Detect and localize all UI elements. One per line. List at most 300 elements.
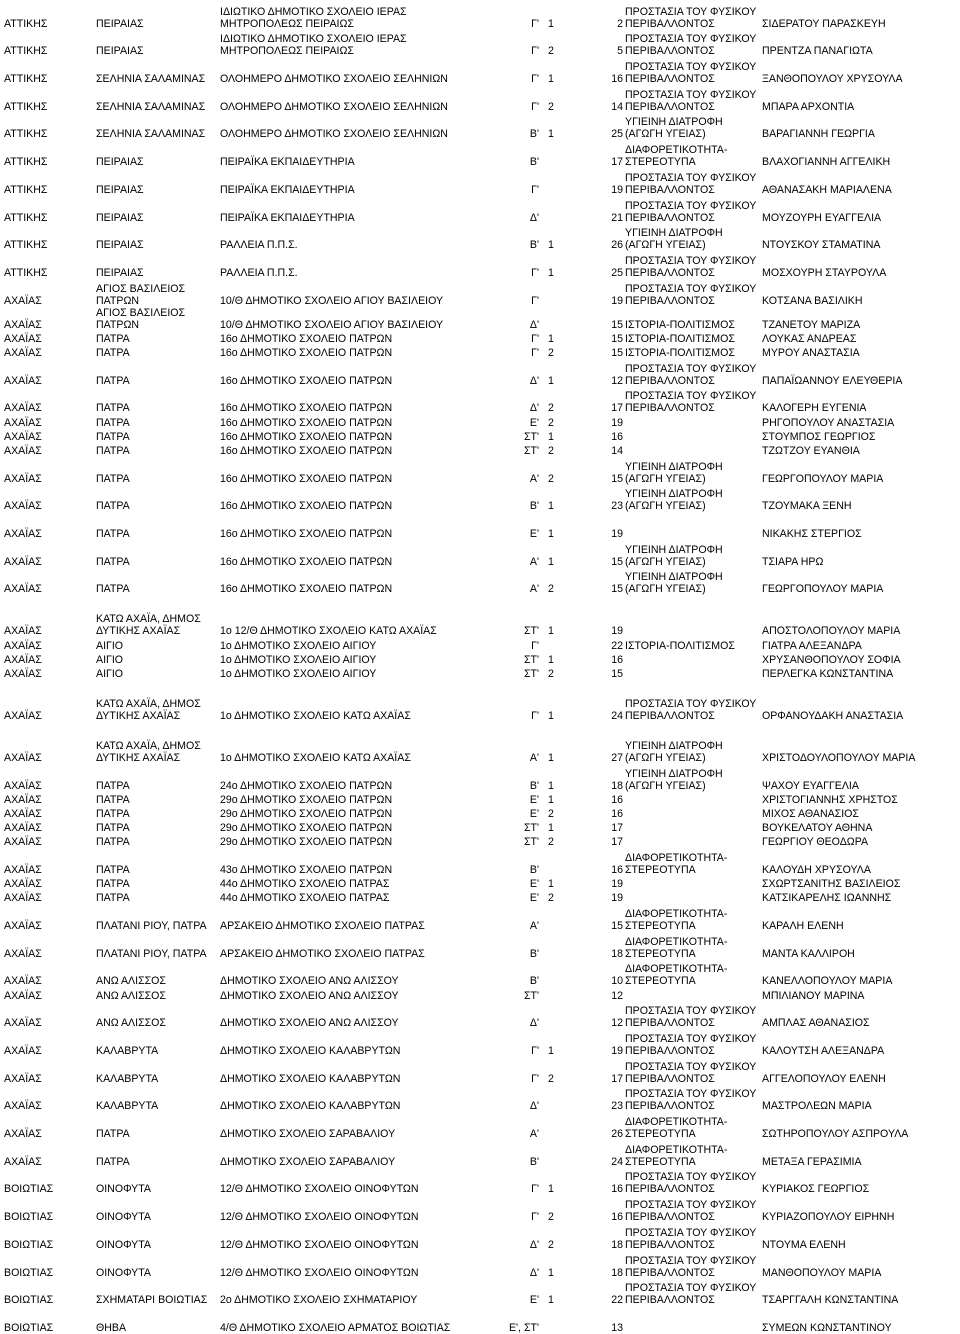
region-cell: ΑΤΤΙΚΗΣ	[4, 17, 48, 30]
class-cell: Γ'	[531, 266, 539, 279]
table-row	[3, 792, 958, 806]
region-cell: ΑΧΑΪΑΣ	[4, 793, 42, 806]
teacher-cell: ΣΤΟΥΜΠΟΣ ΓΕΩΡΓΙΟΣ	[762, 430, 876, 443]
school-cell: 1ο ΔΗΜΟΤΙΚΟ ΣΧΟΛΕΙΟ ΚΑΤΩ ΑΧΑΪΑΣ	[220, 709, 411, 722]
region-cell: ΑΧΑΪΑΣ	[4, 1072, 42, 1085]
section-cell: 1	[548, 625, 554, 638]
table-row	[3, 30, 958, 58]
program-cell: ΥΓΙΕΙΝΗ ΔΙΑΤΡΟΦΗ (ΑΓΩΓΗ ΥΓΕΙΑΣ)	[625, 488, 723, 513]
city-cell: ΠΑΤΡΑ	[96, 864, 130, 876]
teacher-cell: ΜΕΤΑΞΑ ΓΕΡΑΣΙΜΙΑ	[762, 1155, 862, 1168]
class-cell: Ε', ΣΤ'	[508, 1321, 539, 1334]
table-row	[3, 1251, 958, 1279]
students-cell: 18	[611, 779, 623, 792]
class-cell: ΣΤ'	[523, 989, 539, 1002]
program-cell: ΠΡΟΣΤΑΣΙΑ ΤΟΥ ΦΥΣΙΚΟΥ ΠΕΡΙΒΑΛΛΟΝΤΟΣ	[625, 1282, 757, 1307]
program-cell: ΙΣΤΟΡΙΑ-ΠΟΛΙΤΙΣΜΟΣ	[625, 639, 735, 652]
school-cell: 29ο ΔΗΜΟΤΙΚΟ ΣΧΟΛΕΙΟ ΠΑΤΡΩΝ	[220, 807, 393, 820]
table-row	[3, 834, 958, 848]
section-cell	[540, 1140, 562, 1168]
students-cell: 24	[611, 1155, 623, 1168]
teacher-cell: ΓΕΩΡΓΟΠΟΥΛΟΥ ΜΑΡΙΑ	[762, 472, 884, 485]
class-cell: Δ'	[529, 1017, 539, 1030]
section-cell: 1	[548, 653, 554, 666]
students-cell: 18	[611, 1238, 623, 1251]
region-cell: ΑΧΑΪΑΣ	[4, 374, 42, 387]
table-row	[3, 1168, 958, 1196]
city-cell: ΑΝΩ ΑΛΙΣΣΟΣ	[96, 1017, 166, 1030]
students-cell: 23	[611, 500, 623, 513]
table-row	[3, 57, 958, 85]
teacher-cell: ΓΙΑΤΡΑ ΑΛΕΞΑΝΔΡΑ	[762, 639, 862, 652]
region-cell: ΑΤΤΙΚΗΣ	[4, 156, 48, 169]
students-cell: 2	[617, 17, 623, 30]
section-cell	[540, 307, 562, 331]
teacher-cell: ΨΑΧΟΥ ΕΥΑΓΓΕΛΙΑ	[762, 779, 859, 792]
class-cell: Γ'	[531, 45, 539, 58]
city-cell: ΑΝΩ ΑΛΙΣΣΟΣ	[96, 989, 166, 1002]
region-cell: ΑΧΑΪΑΣ	[4, 779, 42, 792]
school-cell: ΙΔΙΩΤΙΚΟ ΔΗΜΟΤΙΚΟ ΣΧΟΛΕΙΟ ΙΕΡΑΣ ΜΗΤΡΟΠΟΛΕΩΣ ΠΕΙΡΑΙΩΣ	[220, 33, 407, 58]
program-cell: ΠΡΟΣΤΑΣΙΑ ΤΟΥ ΦΥΣΙΚΟΥ ΠΕΡΙΒΑΛΛΟΝΤΟΣ	[625, 1171, 757, 1196]
teacher-cell: ΚΥΡΙΑΚΟΣ ΓΕΩΡΓΙΟΣ	[762, 1183, 870, 1196]
teacher-cell: ΑΜΠΛΑΣ ΑΘΑΝΑΣΙΟΣ	[762, 1017, 870, 1030]
program-cell: ΠΡΟΣΤΑΣΙΑ ΤΟΥ ΦΥΣΙΚΟΥ ΠΕΡΙΒΑΛΛΟΝΤΟΣ	[625, 5, 757, 30]
region-cell: ΑΧΑΪΑΣ	[4, 947, 42, 960]
school-cell: 1ο ΔΗΜΟΤΙΚΟ ΣΧΟΛΕΙΟ ΚΑΤΩ ΑΧΑΪΑΣ	[220, 751, 411, 764]
class-cell: Γ'	[531, 17, 539, 30]
program-cell: ΥΓΙΕΙΝΗ ΔΙΑΤΡΟΦΗ (ΑΓΩΓΗ ΥΓΕΙΑΣ)	[625, 116, 723, 141]
teacher-cell: ΚΑΡΑΛΗ ΕΛΕΝΗ	[762, 920, 844, 933]
section-cell: 1	[548, 793, 554, 806]
teacher-cell: ΝΙΚΑΚΗΣ ΣΤΕΡΓΙΟΣ	[762, 527, 862, 540]
teacher-cell: ΛΟΥΚΑΣ ΑΝΔΡΕΑΣ	[762, 332, 857, 345]
school-program-table	[3, 2, 958, 1334]
school-cell: 12/Θ ΔΗΜΟΤΙΚΟ ΣΧΟΛΕΙΟ ΟΙΝΟΦΥΤΩΝ	[220, 1211, 419, 1224]
city-cell: ΠΕΙΡΑΙΑΣ	[96, 266, 144, 279]
teacher-cell: ΚΑΛΟΓΕΡΗ ΕΥΓΕΝΙΑ	[762, 402, 867, 415]
table-row	[3, 1306, 958, 1334]
city-cell: ΑΙΓΙΟ	[96, 639, 124, 652]
school-cell: ΠΕΙΡΑΪΚΑ ΕΚΠΑΙΔΕΥΤΗΡΙΑ	[220, 211, 355, 224]
school-cell: 16ο ΔΗΜΟΤΙΚΟ ΣΧΟΛΕΙΟ ΠΑΤΡΩΝ	[220, 500, 393, 513]
teacher-cell: ΑΠΟΣΤΟΛΟΠΟΥΛΟΥ ΜΑΡΙΑ	[762, 625, 901, 638]
class-cell: Ε'	[529, 807, 539, 820]
region-cell: ΑΧΑΪΑΣ	[4, 667, 42, 680]
section-cell: 1	[548, 1266, 554, 1279]
class-cell: Ε'	[529, 793, 539, 806]
program-cell	[624, 806, 761, 820]
section-cell	[540, 1112, 562, 1140]
city-cell: ΠΑΤΡΑ	[96, 500, 130, 513]
program-cell	[624, 890, 761, 904]
program-cell	[624, 595, 761, 637]
city-cell: ΘΗΒΑ	[96, 1321, 127, 1334]
program-cell: ΔΙΑΦΟΡΕΤΙΚΟΤΗΤΑ-ΣΤΕΡΕΟΤΥΠΑ	[625, 908, 728, 933]
table-row	[3, 345, 958, 359]
section-cell	[540, 1002, 562, 1030]
table-row	[3, 512, 958, 540]
students-cell: 15	[611, 318, 623, 331]
program-cell: ΠΡΟΣΤΑΣΙΑ ΤΟΥ ΦΥΣΙΚΟΥ ΠΕΡΙΒΑΛΛΟΝΤΟΣ	[625, 1033, 757, 1057]
program-cell	[624, 820, 761, 834]
program-cell	[624, 414, 761, 428]
table-row	[3, 637, 958, 651]
class-cell: Β'	[529, 128, 539, 141]
table-row	[3, 722, 958, 764]
school-cell: ΟΛΟΗΜΕΡΟ ΔΗΜΟΤΙΚΟ ΣΧΟΛΕΙΟ ΣΕΛΗΝΙΩΝ	[220, 100, 448, 113]
region-cell: ΑΧΑΪΑΣ	[4, 878, 42, 891]
region-cell: ΑΧΑΪΑΣ	[4, 1100, 42, 1113]
school-cell: ΠΕΙΡΑΪΚΑ ΕΚΠΑΙΔΕΥΤΗΡΙΑ	[220, 183, 355, 196]
students-cell: 15	[611, 667, 623, 680]
teacher-cell: ΝΤΟΥΜΑ ΕΛΕΝΗ	[762, 1238, 846, 1251]
section-cell: 1	[548, 1045, 554, 1057]
section-cell	[540, 140, 562, 168]
school-cell: ΔΗΜΟΤΙΚΟ ΣΧΟΛΕΙΟ ΑΝΩ ΑΛΙΣΣΟΥ	[220, 975, 399, 988]
section-cell: 2	[548, 100, 554, 113]
teacher-cell: ΓΕΩΡΓΟΠΟΥΛΟΥ ΜΑΡΙΑ	[762, 583, 884, 596]
section-cell: 1	[548, 374, 554, 387]
table-row	[3, 1029, 958, 1057]
region-cell: ΑΧΑΪΑΣ	[4, 822, 42, 835]
students-cell: 23	[611, 1100, 623, 1113]
students-cell: 19	[611, 294, 623, 307]
program-cell	[624, 666, 761, 680]
class-cell: Β'	[529, 779, 539, 792]
section-cell: 2	[548, 402, 554, 415]
teacher-cell: ΤΖΑΝΕΤΟΥ ΜΑΡΙΖΑ	[762, 318, 861, 331]
teacher-cell: ΡΗΓΟΠΟΥΛΟΥ ΑΝΑΣΤΑΣΙΑ	[762, 416, 895, 429]
students-cell: 15	[611, 583, 623, 596]
region-cell: ΑΧΑΪΑΣ	[4, 346, 42, 359]
school-cell: 16ο ΔΗΜΟΤΙΚΟ ΣΧΟΛΕΙΟ ΠΑΤΡΩΝ	[220, 444, 393, 457]
school-cell: 16ο ΔΗΜΟΤΙΚΟ ΣΧΟΛΕΙΟ ΠΑΤΡΩΝ	[220, 416, 393, 429]
class-cell: ΣΤ'	[523, 667, 539, 680]
school-cell: 10/Θ ΔΗΜΟΤΙΚΟ ΣΧΟΛΕΙΟ ΑΓΙΟΥ ΒΑΣΙΛΕΙΟΥ	[220, 318, 444, 331]
city-cell: ΟΙΝΟΦΥΤΑ	[96, 1211, 152, 1224]
students-cell: 10	[611, 975, 623, 988]
students-cell: 19	[611, 1045, 623, 1057]
section-cell	[540, 168, 562, 196]
section-cell	[540, 848, 562, 876]
program-cell: ΠΡΟΣΤΑΣΙΑ ΤΟΥ ΦΥΣΙΚΟΥ ΠΕΡΙΒΑΛΛΟΝΤΟΣ	[625, 33, 757, 58]
program-cell: ΔΙΑΦΟΡΕΤΙΚΟΤΗΤΑ-ΣΤΕΡΕΟΤΥΠΑ	[625, 1143, 728, 1168]
city-cell: ΠΑΤΡΑ	[96, 430, 130, 443]
teacher-cell: ΤΖΟΥΜΑΚΑ ΞΕΝΗ	[762, 500, 852, 513]
table-row	[3, 140, 958, 168]
region-cell: ΑΧΑΪΑΣ	[4, 989, 42, 1002]
region-cell: ΒΟΙΩΤΙΑΣ	[4, 1211, 54, 1224]
teacher-cell: ΠΕΡΛΕΓΚΑ ΚΩΝΣΤΑΝΤΙΝΑ	[762, 667, 894, 680]
city-cell: ΠΑΤΡΑ	[96, 779, 130, 792]
program-cell: ΥΓΙΕΙΝΗ ΔΙΑΤΡΟΦΗ (ΑΓΩΓΗ ΥΓΕΙΑΣ)	[625, 460, 723, 485]
region-cell: ΑΧΑΪΑΣ	[4, 583, 42, 596]
students-cell: 16	[611, 1211, 623, 1224]
table-row	[3, 113, 958, 141]
school-cell: ΔΗΜΟΤΙΚΟ ΣΧΟΛΕΙΟ ΑΝΩ ΑΛΙΣΣΟΥ	[220, 1017, 399, 1030]
class-cell: Β'	[529, 156, 539, 169]
program-cell: ΠΡΟΣΤΑΣΙΑ ΤΟΥ ΦΥΣΙΚΟΥ ΠΕΡΙΒΑΛΛΟΝΤΟΣ	[625, 1088, 757, 1113]
students-cell: 17	[611, 402, 623, 415]
program-cell: ΠΡΟΣΤΑΣΙΑ ΤΟΥ ΦΥΣΙΚΟΥ ΠΕΡΙΒΑΛΛΟΝΤΟΣ	[625, 390, 757, 415]
section-cell: 1	[548, 878, 554, 891]
table-row	[3, 932, 958, 960]
teacher-cell: ΜΙΧΟΣ ΑΘΑΝΑΣΙΟΣ	[762, 807, 859, 820]
program-cell: ΠΡΟΣΤΑΣΙΑ ΤΟΥ ΦΥΣΙΚΟΥ ΠΕΡΙΒΑΛΛΟΝΤΟΣ	[625, 199, 757, 224]
table-row	[3, 414, 958, 428]
table-body	[3, 2, 958, 1334]
program-cell: ΠΡΟΣΤΑΣΙΑ ΤΟΥ ΦΥΣΙΚΟΥ ΠΕΡΙΒΑΛΛΟΝΤΟΣ	[625, 1254, 757, 1279]
class-cell: Γ'	[531, 1183, 539, 1196]
school-cell: ΔΗΜΟΤΙΚΟ ΣΧΟΛΕΙΟ ΑΝΩ ΑΛΙΣΣΟΥ	[220, 989, 399, 1002]
students-cell: 15	[611, 472, 623, 485]
section-cell: 2	[548, 472, 554, 485]
region-cell: ΑΧΑΪΑΣ	[4, 294, 42, 307]
city-cell: ΠΑΤΡΑ	[96, 402, 130, 415]
students-cell: 16	[611, 73, 623, 86]
program-cell	[624, 834, 761, 848]
city-cell: ΠΑΤΡΑ	[96, 444, 130, 457]
table-row	[3, 1085, 958, 1113]
city-cell: ΣΕΛΗΝΙΑ ΣΑΛΑΜΙΝΑΣ	[96, 128, 206, 141]
teacher-cell: ΑΓΓΕΛΟΠΟΥΛΟΥ ΕΛΕΝΗ	[762, 1072, 886, 1085]
program-cell: ΠΡΟΣΤΑΣΙΑ ΤΟΥ ΦΥΣΙΚΟΥ ΠΕΡΙΒΑΛΛΟΝΤΟΣ	[625, 171, 757, 196]
section-cell	[540, 987, 562, 1001]
program-cell: ΔΙΑΦΟΡΕΤΙΚΟΤΗΤΑ-ΣΤΕΡΕΟΤΥΠΑ	[625, 144, 728, 169]
city-cell: ΣΕΛΗΝΙΑ ΣΑΛΑΜΙΝΑΣ	[96, 100, 206, 113]
table-row	[3, 568, 958, 596]
region-cell: ΑΧΑΪΑΣ	[4, 472, 42, 485]
region-cell: ΑΧΑΪΑΣ	[4, 709, 42, 722]
city-cell: ΠΑΤΡΑ	[96, 836, 130, 849]
class-cell: Δ'	[529, 1266, 539, 1279]
class-cell: Ε'	[529, 527, 539, 540]
class-cell: Δ'	[529, 211, 539, 224]
students-cell: 16	[611, 793, 623, 806]
class-cell: Γ'	[531, 183, 539, 196]
section-cell: 2	[548, 1072, 554, 1085]
section-cell: 1	[548, 239, 554, 252]
teacher-cell: ΚΑΝΕΛΛΟΠΟΥΛΟΥ ΜΑΡΙΑ	[762, 975, 893, 988]
class-cell: Α'	[529, 920, 539, 933]
students-cell: 21	[611, 211, 623, 224]
school-cell: ΔΗΜΟΤΙΚΟ ΣΧΟΛΕΙΟ ΣΑΡΑΒΑΛΙΟΥ	[220, 1128, 396, 1141]
program-cell	[624, 876, 761, 890]
city-cell: ΠΑΤΡΑ	[96, 416, 130, 429]
school-cell: 1ο ΔΗΜΟΤΙΚΟ ΣΧΟΛΕΙΟ ΑΙΓΙΟΥ	[220, 653, 377, 666]
class-cell: Α'	[529, 472, 539, 485]
region-cell: ΑΧΑΪΑΣ	[4, 527, 42, 540]
class-cell: Δ'	[529, 1100, 539, 1113]
program-cell: ΔΙΑΦΟΡΕΤΙΚΟΤΗΤΑ-ΣΤΕΡΕΟΤΥΠΑ	[625, 852, 728, 876]
students-cell: 26	[611, 239, 623, 252]
region-cell: ΑΧΑΪΑΣ	[4, 975, 42, 988]
teacher-cell: ΠΑΠΑΪΩΑΝΝΟΥ ΕΛΕΥΘΕΡΙΑ	[762, 374, 903, 387]
class-cell: Α'	[529, 751, 539, 764]
school-cell: 16ο ΔΗΜΟΤΙΚΟ ΣΧΟΛΕΙΟ ΠΑΤΡΩΝ	[220, 430, 393, 443]
class-cell: ΣΤ'	[523, 653, 539, 666]
teacher-cell: ΣΩΤΗΡΟΠΟΥΛΟΥ ΑΣΠΡΟΥΛΑ	[762, 1128, 909, 1141]
students-cell: 15	[611, 920, 623, 933]
class-cell: Γ'	[531, 100, 539, 113]
city-cell: ΣΧΗΜΑΤΑΡΙ ΒΟΙΩΤΙΑΣ	[96, 1294, 208, 1307]
teacher-cell: ΜΠΙΛΙΑΝΟΥ ΜΑΡΙΝΑ	[762, 989, 865, 1002]
section-cell: 1	[548, 779, 554, 792]
section-cell	[540, 904, 562, 932]
school-cell: 1ο ΔΗΜΟΤΙΚΟ ΣΧΟΛΕΙΟ ΑΙΓΙΟΥ	[220, 667, 377, 680]
region-cell: ΑΧΑΪΑΣ	[4, 639, 42, 652]
program-cell: ΠΡΟΣΤΑΣΙΑ ΤΟΥ ΦΥΣΙΚΟΥ ΠΕΡΙΒΑΛΛΟΝΤΟΣ	[625, 362, 757, 387]
students-cell: 24	[611, 709, 623, 722]
table-row	[3, 848, 958, 876]
city-cell: ΚΑΤΩ ΑΧΑΪΑ, ΔΗΜΟΣ ΔΥΤΙΚΗΣ ΑΧΑΪΑΣ	[96, 739, 201, 764]
school-cell: 16ο ΔΗΜΟΤΙΚΟ ΣΧΟΛΕΙΟ ΠΑΤΡΩΝ	[220, 346, 393, 359]
table-row	[3, 1057, 958, 1085]
class-cell: Γ'	[531, 1045, 539, 1057]
students-cell: 25	[611, 128, 623, 141]
table-row	[3, 387, 958, 415]
city-cell: ΠΑΤΡΑ	[96, 555, 130, 568]
table-row	[3, 443, 958, 457]
students-cell: 14	[611, 100, 623, 113]
city-cell: ΠΑΤΡΑ	[96, 1155, 130, 1168]
students-cell: 19	[611, 892, 623, 905]
class-cell: Β'	[529, 1155, 539, 1168]
school-cell: 12/Θ ΔΗΜΟΤΙΚΟ ΣΧΟΛΕΙΟ ΟΙΝΟΦΥΤΩΝ	[220, 1266, 419, 1279]
teacher-cell: ΝΤΟΥΣΚΟΥ ΣΤΑΜΑΤΙΝΑ	[762, 239, 881, 252]
section-cell: 2	[548, 1211, 554, 1224]
city-cell: ΚΑΛΑΒΡΥΤΑ	[96, 1100, 159, 1113]
table-row	[3, 904, 958, 932]
region-cell: ΑΧΑΪΑΣ	[4, 318, 42, 331]
program-cell	[624, 512, 761, 540]
program-cell: ΠΡΟΣΤΑΣΙΑ ΤΟΥ ΦΥΣΙΚΟΥ ΠΕΡΙΒΑΛΛΟΝΤΟΣ	[625, 1199, 757, 1224]
program-cell: ΔΙΑΦΟΡΕΤΙΚΟΤΗΤΑ-ΣΤΕΡΕΟΤΥΠΑ	[625, 935, 728, 960]
students-cell: 19	[611, 527, 623, 540]
teacher-cell: ΤΣΑΡΓΓΑΛΗ ΚΩΝΣΤΑΝΤΙΝΑ	[762, 1294, 899, 1307]
students-cell: 12	[611, 989, 623, 1002]
region-cell: ΑΤΤΙΚΗΣ	[4, 239, 48, 252]
students-cell: 18	[611, 947, 623, 960]
program-cell: ΠΡΟΣΤΑΣΙΑ ΤΟΥ ΦΥΣΙΚΟΥ ΠΕΡΙΒΑΛΛΟΝΤΟΣ	[625, 61, 757, 86]
section-cell: 1	[548, 73, 554, 86]
program-cell: ΠΡΟΣΤΑΣΙΑ ΤΟΥ ΦΥΣΙΚΟΥ ΠΕΡΙΒΑΛΛΟΝΤΟΣ	[625, 697, 757, 722]
class-cell: Α'	[529, 583, 539, 596]
class-cell: Γ'	[531, 332, 539, 345]
school-cell: 16ο ΔΗΜΟΤΙΚΟ ΣΧΟΛΕΙΟ ΠΑΤΡΩΝ	[220, 332, 393, 345]
section-cell: 1	[548, 266, 554, 279]
teacher-cell: ΞΑΝΘΟΠΟΥΛΟΥ ΧΡΥΣΟΥΛΑ	[762, 73, 903, 86]
program-cell: ΥΓΙΕΙΝΗ ΔΙΑΤΡΟΦΗ (ΑΓΩΓΗ ΥΓΕΙΑΣ)	[625, 227, 723, 252]
region-cell: ΑΧΑΪΑΣ	[4, 1017, 42, 1030]
city-cell: ΣΕΛΗΝΙΑ ΣΑΛΑΜΙΝΑΣ	[96, 73, 206, 86]
class-cell: Γ'	[531, 346, 539, 359]
table-row	[3, 457, 958, 485]
table-row	[3, 1002, 958, 1030]
section-cell: 1	[548, 1183, 554, 1196]
program-cell: ΥΓΙΕΙΝΗ ΔΙΑΤΡΟΦΗ (ΑΓΩΓΗ ΥΓΕΙΑΣ)	[625, 767, 723, 792]
teacher-cell: ΟΡΦΑΝΟΥΔΑΚΗ ΑΝΑΣΤΑΣΙΑ	[762, 709, 904, 722]
students-cell: 15	[611, 555, 623, 568]
region-cell: ΑΧΑΪΑΣ	[4, 892, 42, 905]
students-cell: 19	[611, 416, 623, 429]
section-cell: 1	[548, 555, 554, 568]
class-cell: Β'	[529, 975, 539, 988]
teacher-cell: ΜΟΥΖΟΥΡΗ ΕΥΑΓΓΕΛΙΑ	[762, 211, 882, 224]
class-cell: Ε'	[529, 1294, 539, 1307]
program-cell	[624, 429, 761, 443]
section-cell: 2	[548, 416, 554, 429]
city-cell: ΟΙΝΟΦΥΤΑ	[96, 1238, 152, 1251]
students-cell: 16	[611, 430, 623, 443]
school-cell: 16ο ΔΗΜΟΤΙΚΟ ΣΧΟΛΕΙΟ ΠΑΤΡΩΝ	[220, 374, 393, 387]
students-cell: 14	[611, 444, 623, 457]
students-cell: 16	[611, 1183, 623, 1196]
region-cell: ΑΤΤΙΚΗΣ	[4, 73, 48, 86]
class-cell: Γ'	[531, 709, 539, 722]
students-cell: 27	[611, 751, 623, 764]
school-cell: 43ο ΔΗΜΟΤΙΚΟ ΣΧΟΛΕΙΟ ΠΑΤΡΩΝ	[220, 864, 393, 876]
section-cell	[540, 960, 562, 988]
section-cell: 1	[548, 822, 554, 835]
table-row	[3, 666, 958, 680]
school-cell: ΠΕΙΡΑΪΚΑ ΕΚΠΑΙΔΕΥΤΗΡΙΑ	[220, 156, 355, 169]
region-cell: ΑΧΑΪΑΣ	[4, 430, 42, 443]
section-cell: 1	[548, 709, 554, 722]
program-cell: ΙΣΤΟΡΙΑ-ΠΟΛΙΤΙΣΜΟΣ	[625, 318, 735, 331]
region-cell: ΑΤΤΙΚΗΣ	[4, 266, 48, 279]
section-cell	[540, 279, 562, 307]
region-cell: ΑΤΤΙΚΗΣ	[4, 100, 48, 113]
section-cell: 1	[548, 527, 554, 540]
teacher-cell: ΜΑΣΤΡΟΛΕΩΝ ΜΑΡΙΑ	[762, 1100, 872, 1113]
city-cell: ΠΑΤΡΑ	[96, 332, 130, 345]
table-row	[3, 85, 958, 113]
class-cell: Β'	[529, 864, 539, 876]
class-cell: Α'	[529, 1128, 539, 1141]
school-cell: 16ο ΔΗΜΟΤΙΚΟ ΣΧΟΛΕΙΟ ΠΑΤΡΩΝ	[220, 555, 393, 568]
program-cell: ΥΓΙΕΙΝΗ ΔΙΑΤΡΟΦΗ (ΑΓΩΓΗ ΥΓΕΙΑΣ)	[625, 571, 723, 596]
teacher-cell: ΒΑΡΑΓΙΑΝΝΗ ΓΕΩΡΓΙΑ	[762, 128, 875, 141]
teacher-cell: ΣΥΜΕΩΝ ΚΩΝΣΤΑΝΤΙΝΟΥ	[762, 1321, 892, 1334]
region-cell: ΑΧΑΪΑΣ	[4, 402, 42, 415]
class-cell: Β'	[529, 239, 539, 252]
section-cell	[540, 196, 562, 224]
table-row	[3, 224, 958, 252]
region-cell: ΑΧΑΪΑΣ	[4, 332, 42, 345]
city-cell: ΠΕΙΡΑΙΑΣ	[96, 45, 144, 58]
section-cell	[540, 1306, 562, 1334]
school-cell: ΙΔΙΩΤΙΚΟ ΔΗΜΟΤΙΚΟ ΣΧΟΛΕΙΟ ΙΕΡΑΣ ΜΗΤΡΟΠΟΛΕΩΣ ΠΕΙΡΑΙΩΣ	[220, 5, 407, 30]
table-row	[3, 307, 958, 331]
program-cell: ΠΡΟΣΤΑΣΙΑ ΤΟΥ ΦΥΣΙΚΟΥ ΠΕΡΙΒΑΛΛΟΝΤΟΣ	[625, 88, 757, 113]
class-cell: Δ'	[529, 1238, 539, 1251]
teacher-cell: ΒΟΥΚΕΛΑΤΟΥ ΑΘΗΝΑ	[762, 822, 873, 835]
city-cell: ΚΑΛΑΒΡΥΤΑ	[96, 1072, 159, 1085]
class-cell: Β'	[529, 500, 539, 513]
school-cell: 1ο ΔΗΜΟΤΙΚΟ ΣΧΟΛΕΙΟ ΑΙΓΙΟΥ	[220, 639, 377, 652]
school-cell: 44ο ΔΗΜΟΤΙΚΟ ΣΧΟΛΕΙΟ ΠΑΤΡΑΣ	[220, 892, 390, 905]
table-row	[3, 876, 958, 890]
table-row	[3, 1140, 958, 1168]
region-cell: ΑΧΑΪΑΣ	[4, 444, 42, 457]
school-cell: ΟΛΟΗΜΕΡΟ ΔΗΜΟΤΙΚΟ ΣΧΟΛΕΙΟ ΣΕΛΗΝΙΩΝ	[220, 73, 448, 86]
section-cell: 2	[548, 45, 554, 58]
students-cell: 25	[611, 266, 623, 279]
table-row	[3, 987, 958, 1001]
teacher-cell: ΧΡΙΣΤΟΔΟΥΛΟΠΟΥΛΟΥ ΜΑΡΙΑ	[762, 751, 916, 764]
